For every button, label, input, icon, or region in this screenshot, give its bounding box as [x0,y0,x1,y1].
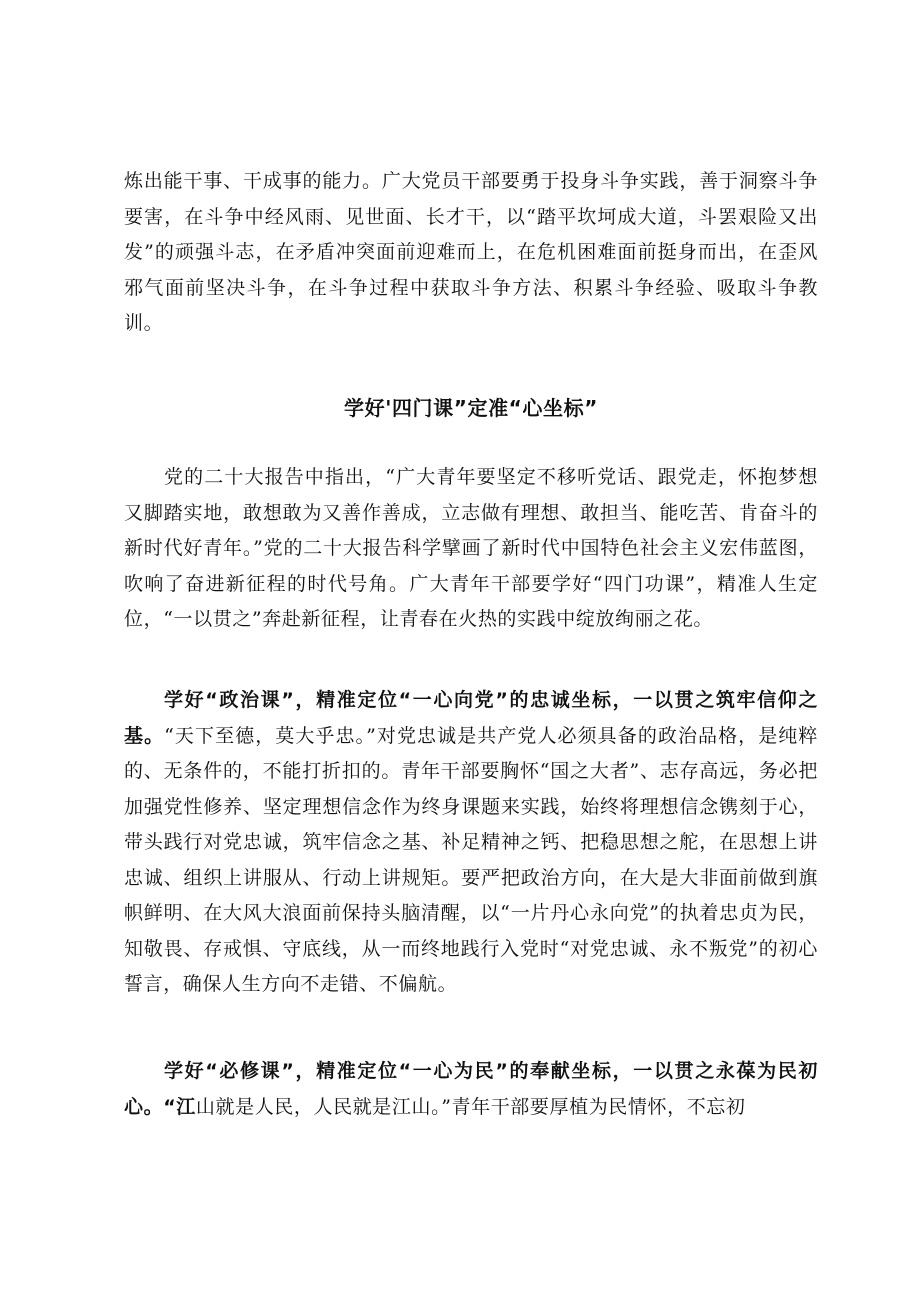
section-heading: 学好'四门课”定准“心坐标” [344,396,598,420]
paragraph-required-course-lead: 学好“必修课”，精准定位“一心为民”的奉献坐标，一以贯之永葆为民初心。“江 [124,1060,818,1118]
paragraph-required-course-body: 山就是人民，人民就是江山。”青年干部要厚植为民情怀，不忘初 [195,1095,746,1118]
paragraph-intro: 党的二十大报告中指出，“广大青年要坚定不移听党话、跟党走，怀抱梦想又脚踏实地，敢想敢为又善作善成，立志做有理想、敢担当、能吃苦、肯奋斗的新时代好青年。”党的二十大报告科学擘画了新时代中国特色社会主义宏伟蓝图，吹响了奋进新征程的时代号角。广大青年干部要学好“四门功课”，精准人生定位，“一以贯之”奔赴新征程，让青春在火热的实践中绽放绚丽之花。 [124,466,818,630]
paragraph-political-course-body: “天下至德，莫大乎忠。”对党忠诚是共产党人必须具备的政治品格，是纯粹的、无条件的，不能打折扣的。青年干部要胸怀“国之大者”、志存高远，务必把加强党性修养、坚定理想信念作为终身课题来实践，始终将理想信念镌刻于心，带头践行对党忠诚，筑牢信念之基、补足精神之钙、把稳思想之舵，在思想上讲忠诚、组织上讲服从、行动上讲规矩。要严把政治方向，在大是大非面前做到旗帜鲜明、在大风大浪面前保持头脑清醒，以“一片丹心永向党”的执着忠贞为民，知敬畏、存戒惧、守底线，从一而终地践行入党时“对党忠诚、永不叛党”的初心誓言，确保人生方向不走错、不偏航。 [124,724,818,995]
paragraph-struggle-conclusion: 炼出能干事、干成事的能力。广大党员干部要勇于投身斗争实践，善于洞察斗争要害，在斗争中经风雨、见世面、长才干，以“踏平坎坷成大道，斗罢艰险又出发”的顽强斗志，在矛盾冲突面前迎难而上，在危机困难面前挺身而出，在歪风邪气面前坚决斗争，在斗争过程中获取斗争方法、积累斗争经验、吸取斗争教训。 [124,170,818,334]
paragraph-political-course-lead: 学好“政治课”，精准定位“一心向党”的忠诚坐标，一以贯之筑牢信仰之基。 [124,689,818,747]
paragraph-required-course [124,1054,818,1125]
paragraph-political-course [124,683,818,1003]
